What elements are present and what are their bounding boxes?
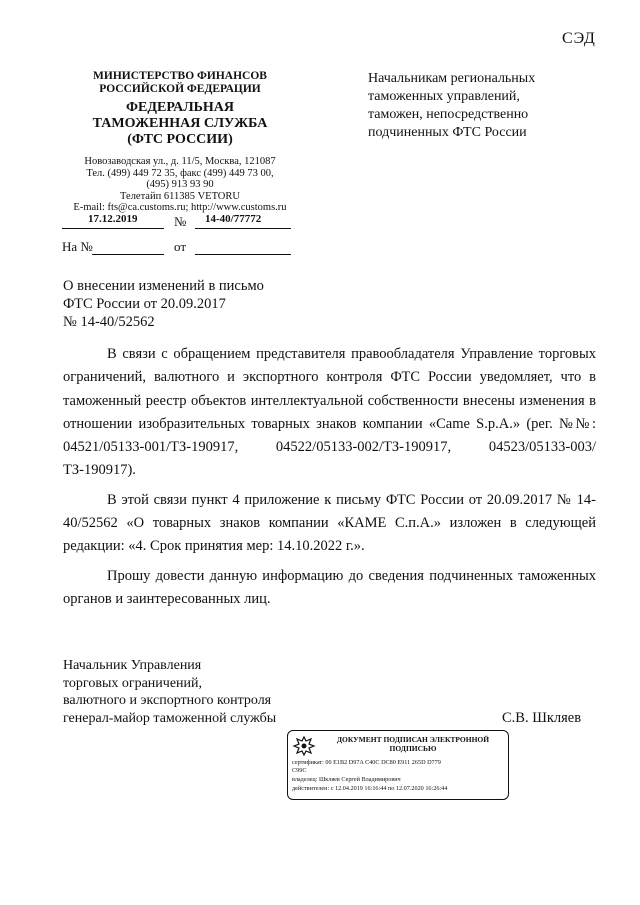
service-line-2: ТАМОЖЕННАЯ СЛУЖБА (92, 116, 268, 131)
stamp-validity: действителен: с 12.04.2019 16:16:44 по 12.07.2020 16:26:44 (292, 785, 448, 792)
sed-label: СЭД (562, 30, 596, 47)
e-signature-stamp (287, 730, 509, 800)
subject-line-3: № 14-40/52562 (63, 314, 155, 330)
signer-position (63, 657, 323, 727)
address-line-4: Телетайп 611385 VETORU (120, 190, 240, 202)
service-line-1: ФЕДЕРАЛЬНАЯ (125, 100, 234, 115)
ref-from-label: от (174, 239, 187, 254)
subject-line-1: О внесении изменений в письмо (63, 278, 264, 294)
date-underline (62, 228, 164, 229)
ref-from-underline (195, 254, 291, 255)
stamp-title (320, 735, 506, 753)
addressee (368, 70, 588, 142)
registration-number: 14-40/77772 (205, 213, 262, 225)
addressee-line-1: Начальникам региональных (368, 71, 536, 86)
letter-body (63, 343, 596, 617)
body-paragraph-1: В связи с обращением представителя правообладателя Управление торговых ограничений, валютного и экспортного контроля ФТС России уведомляет, что в таможенный реестр объектов интеллектуальной собственности внесены изменения в отношении изобразительных товарных знаков компании «Came S.p.A.» (рег. №№: 04521/05133-001/ТЗ-190917, 04522/05133-002/ТЗ-190917, 04523/05133-003/ТЗ-190917). (63, 346, 596, 479)
ministry-line-1: МИНИСТЕРСТВО ФИНАНСОВ (93, 70, 267, 82)
service-line-3: (ФТС РОССИИ) (127, 132, 233, 147)
signer-position-line-3: валютного и экспортного контроля (63, 693, 272, 708)
emblem-icon (292, 735, 316, 757)
stamp-owner: владелец: Шкляев Сергей Владимирович (292, 776, 401, 783)
ref-number-label: На № (62, 239, 93, 254)
address-line-5: E-mail: fts@ca.customs.ru; http://www.customs.ru (73, 202, 287, 213)
stamp-title-line-1: ДОКУМЕНТ ПОДПИСАН ЭЛЕКТРОННОЙ (336, 735, 490, 744)
body-paragraph-2: В этой связи пункт 4 приложение к письму ФТС России от 20.09.2017 № 14-40/52562 «О товарных знаков компании «КАМЕ С.п.А.» изложен в следующей редакции: «4. Срок принятия мер: 14.10.2022 г.». (63, 491, 596, 555)
ministry-line-2: РОССИЙСКОЙ ФЕДЕРАЦИИ (99, 83, 261, 95)
signer-position-line-1: Начальник Управления (63, 658, 202, 673)
body-paragraph-3: Прошу довести данную информацию до сведения подчиненных таможенных органов и заинтересованных лиц. (63, 567, 596, 607)
subject-line-2: ФТС России от 20.09.2017 (63, 296, 226, 312)
addressee-line-3: таможен, непосредственно (368, 107, 529, 122)
registration-date: 17.12.2019 (88, 213, 138, 225)
signer-position-line-2: торговых ограничений, (63, 675, 203, 691)
number-sign: № (174, 214, 187, 229)
signer-name: С.В. Шкляев (502, 710, 582, 726)
address-line-3: (495) 913 93 90 (146, 179, 214, 190)
stamp-title-line-2: ПОДПИСЬЮ (389, 744, 437, 753)
stamp-certificate-line-1: сертификат: 00 E1B2 D97A C40C DC80 E911 265D D779 (292, 759, 441, 766)
address-line-1: Новозаводская ул., д. 11/5, Москва, 121087 (84, 156, 276, 167)
signer-position-line-4: генерал-майор таможенной службы (63, 710, 277, 726)
number-underline (195, 228, 291, 229)
addressee-line-2: таможенных управлений, (368, 89, 520, 104)
ref-number-underline (92, 254, 164, 255)
addressee-line-4: подчиненных ФТС России (368, 125, 527, 140)
letterhead (50, 70, 310, 214)
subject (63, 277, 323, 331)
address-line-2: Тел. (499) 449 72 35, факс (499) 449 73 00, (86, 167, 274, 179)
stamp-certificate-line-2: C99C (292, 766, 307, 774)
